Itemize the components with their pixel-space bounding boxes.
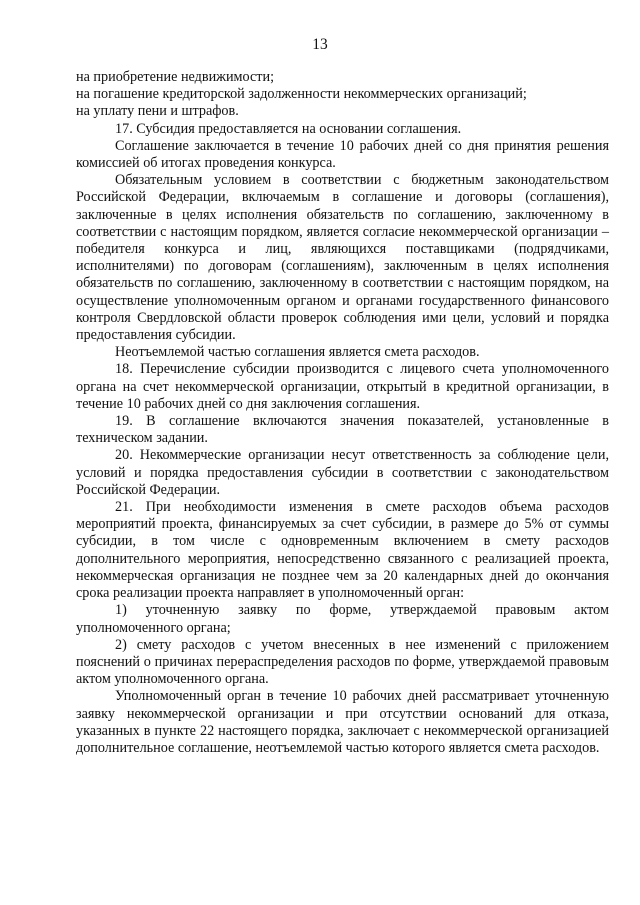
paragraph-17: 17. Субсидия предоставляется на основании соглашения. [115,120,462,137]
list-item-penalties: на уплату пени и штрафов. [76,103,239,120]
page-number: 13 [312,36,328,53]
paragraph-19: 19. В соглашение включаются значения показателей, установленные в техническом задании. [76,413,609,447]
paragraph-18: 18. Перечисление субсидии производится с лицевого счета уполномоченного органа на счет некоммерческой организации, открытый в кредитной организации, в течение 10 рабочих дней со дня заключения соглашения. [76,361,609,412]
list-item-real-estate: на приобретение недвижимости; [76,69,275,85]
paragraph-mandatory-condition: Обязательным условием в соответствии с бюджетным законодательством Российской Федерации, включаемым в соглашение и договоры (соглашения), заключенные в целях исполнения обязательств по соглашению, заключенному в соответствии с настоящим порядком, является согласие некоммерческой организации – победителя конкурса и лиц, являющихся поставщиками (подрядчиками, исполнителями) по договорам (соглашениям), заключенным в целях исполнения обязательств по соглашению, заключенному в соответствии с настоящим порядком, на осуществление уполномоченным органом и органами государственного финансового контроля Свердловской области проверок соблюдения ими цели, условий и порядка предоставления субсидии. [76,172,609,344]
paragraph-21-item-2: 2) смету расходов с учетом внесенных в нее изменений с приложением пояснений о причинах перераспределения расходов по форме, утверждаемой правовым актом уполномоченного органа. [76,636,609,688]
paragraph-review: Уполномоченный орган в течение 10 рабочих дней рассматривает уточненную заявку некоммерческой организации и при отсутствии оснований для отказа, указанных в пункте 22 настоящего порядка, заключает с некоммерческой организацией дополнительное соглашение, неотъемлемой частью которого является смета расходов. [76,688,609,756]
document-body [76,69,609,757]
paragraph-21: 21. При необходимости изменения в смете расходов объема расходов мероприятий проекта, финансируемых за счет субсидии, в размере до 5% от суммы субсидии, в том числе с одновременным включением в смету расходов дополнительного мероприятия, непосредственно связанного с реализацией проекта, некоммерческая организация не позднее чем за 20 календарных дней до окончания срока реализации проекта направляет в уполномоченный орган: [76,499,609,602]
list-item-debt-repayment: на погашение кредиторской задолженности некоммерческих организаций; [76,86,527,103]
paragraph-20: 20. Некоммерческие организации несут ответственность за соблюдение цели, условий и порядка предоставления субсидии в соответствии с законодательством Российской Федерации. [76,447,609,498]
paragraph-cost-estimate: Неотъемлемой частью соглашения является смета расходов. [115,344,480,361]
paragraph-agreement-term: Соглашение заключается в течение 10 рабочих дней со дня принятия решения комиссией об итогах проведения конкурса. [76,137,609,172]
paragraph-21-item-1: 1) уточненную заявку по форме, утверждаемой правовым актом уполномоченного органа; [76,602,609,636]
